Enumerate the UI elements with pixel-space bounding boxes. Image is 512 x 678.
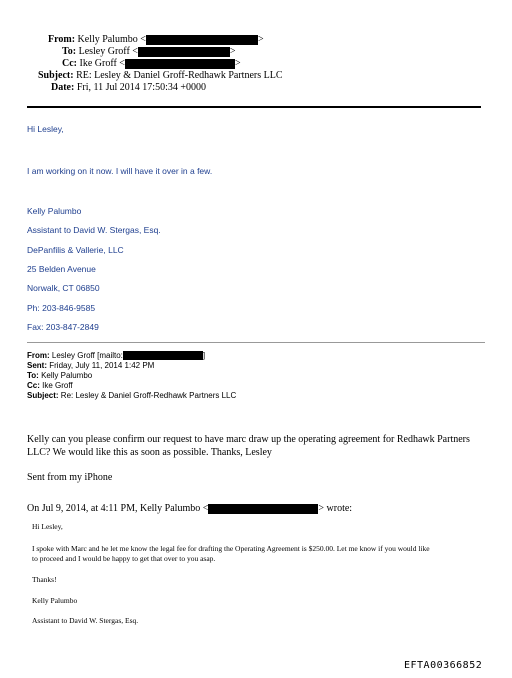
redaction-block [125,59,235,69]
quoted-cc: Cc: Ike Groff [27,381,73,390]
earlier-name: Kelly Palumbo [32,596,78,605]
header-subject: Subject: RE: Lesley & Daniel Groff-Redhawk Partners LLC [38,70,283,81]
signature-line: DePanfilis & Vallerie, LLC [27,245,124,255]
reply-body: I am working on it now. I will have it over in a few. [27,166,213,176]
redaction-block [208,504,318,514]
redaction-block [123,351,203,360]
sent-from-line: Sent from my iPhone [27,472,113,483]
header-from: From: Kelly Palumbo < > [48,34,264,45]
signature-line: Fax: 203-847-2849 [27,322,99,332]
quoted-subject: Subject: Re: Lesley & Daniel Groff-Redhawk Partners LLC [27,391,237,400]
header-to: To: Lesley Groff < > [62,46,236,57]
earlier-thanks: Thanks! [32,575,57,584]
header-divider [27,106,481,108]
signature-line: Norwalk, CT 06850 [27,283,100,293]
message-line: Kelly can you please confirm our request to have marc draw up the operating agreement for Redhawk Partners [27,434,470,445]
redaction-block [138,47,230,57]
quoted-to: To: Kelly Palumbo [27,371,93,380]
signature-line: Assistant to David W. Stergas, Esq. [27,225,161,235]
quoted-divider [27,342,485,343]
signature-line: Ph: 203-846-9585 [27,303,96,313]
earlier-intro: On Jul 9, 2014, at 4:11 PM, Kelly Palumbo < > wrote: [27,503,353,514]
earlier-greeting: Hi Lesley, [32,522,63,531]
quoted-sent: Sent: Friday, July 11, 2014 1:42 PM [27,361,155,370]
bates-number: EFTA00366852 [404,660,483,671]
quoted-from: From: Lesley Groff [mailto: ] [27,351,206,360]
earlier-title: Assistant to David W. Stergas, Esq. [32,616,139,625]
header-date: Date: Fri, 11 Jul 2014 17:50:34 +0000 [51,82,206,93]
redaction-block [146,35,258,45]
message-line: LLC? We would like this as soon as possible. Thanks, Lesley [27,447,272,458]
reply-greeting: Hi Lesley, [27,124,64,134]
signature-line: Kelly Palumbo [27,206,82,216]
signature-line: 25 Belden Avenue [27,264,96,274]
header-cc: Cc: Ike Groff < > [62,58,241,69]
earlier-line: I spoke with Marc and he let me know the legal fee for drafting the Operating Agreement is $250.00. Let me know if you would like [32,544,430,553]
earlier-line: to proceed and I would be happy to get that over to you asap. [32,554,216,563]
